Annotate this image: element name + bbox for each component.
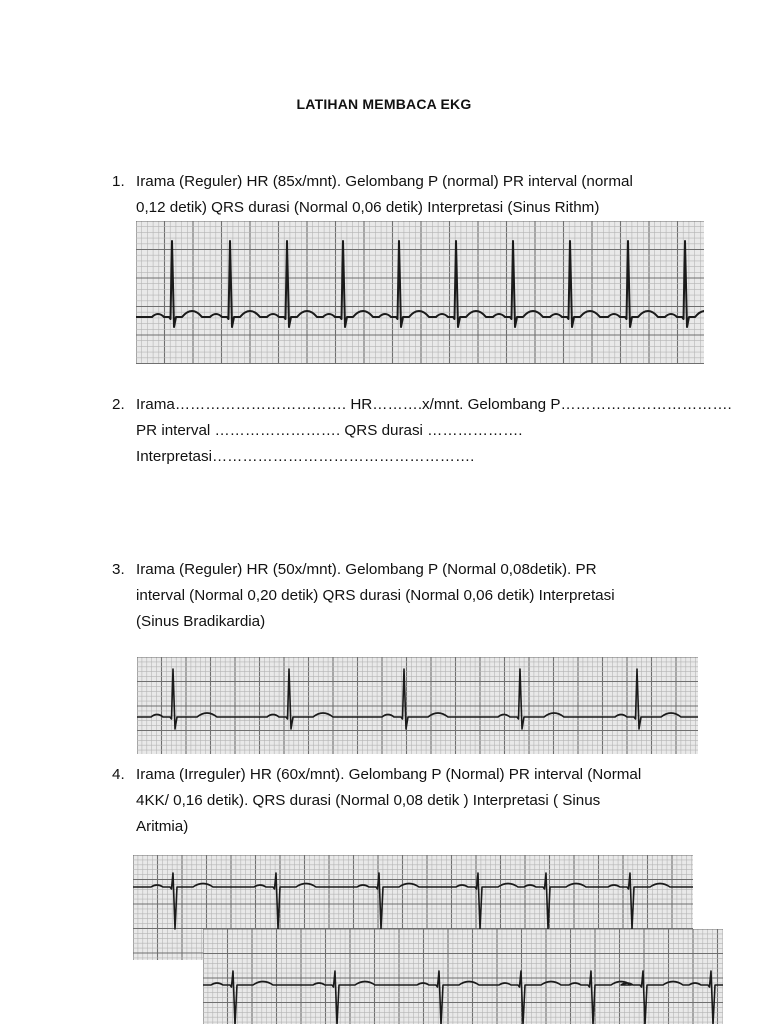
item-line: Irama (Reguler) HR (85x/mnt). Gelombang P (normal) PR interval (normal [136, 173, 633, 190]
item-text [136, 392, 732, 470]
item-number: 2. [112, 396, 125, 413]
page-title: LATIHAN MEMBACA EKG [296, 96, 472, 112]
ecg-strip-3 [137, 657, 698, 754]
item-number: 4. [112, 766, 125, 783]
exercise-item-4 [112, 762, 692, 840]
item-line: Irama (Reguler) HR (50x/mnt). Gelombang P (Normal 0,08detik). PR [136, 561, 597, 578]
exercise-item-2 [112, 392, 732, 470]
item-line: interval (Normal 0,20 detik) QRS durasi (Normal 0,06 detik) Interpretasi [136, 587, 615, 604]
item-line: Irama……………………………. HR……….x/mnt. Gelombang P……………………………. [136, 396, 732, 413]
exercise-item-1 [112, 169, 692, 221]
item-line: Aritmia) [136, 818, 189, 835]
ecg-strip-1 [136, 221, 704, 364]
item-line: 0,12 detik) QRS durasi (Normal 0,06 detik) Interpretasi (Sinus Rithm) [136, 199, 600, 216]
item-number: 3. [112, 561, 125, 578]
item-number: 1. [112, 173, 125, 190]
item-line: PR interval ……………………. QRS durasi ………………. [136, 422, 523, 439]
item-text [136, 169, 692, 221]
exercise-item-3 [112, 557, 692, 635]
item-line: (Sinus Bradikardia) [136, 613, 266, 630]
item-line: Interpretasi……………………………………………. [136, 448, 475, 465]
item-line: 4KK/ 0,16 detik). QRS durasi (Normal 0,08 detik ) Interpretasi ( Sinus [136, 792, 601, 809]
item-text [136, 557, 692, 635]
item-line: Irama (Irreguler) HR (60x/mnt). Gelombang P (Normal) PR interval (Normal [136, 766, 642, 783]
item-text [136, 762, 692, 840]
ecg-strip-4b [203, 929, 723, 1024]
